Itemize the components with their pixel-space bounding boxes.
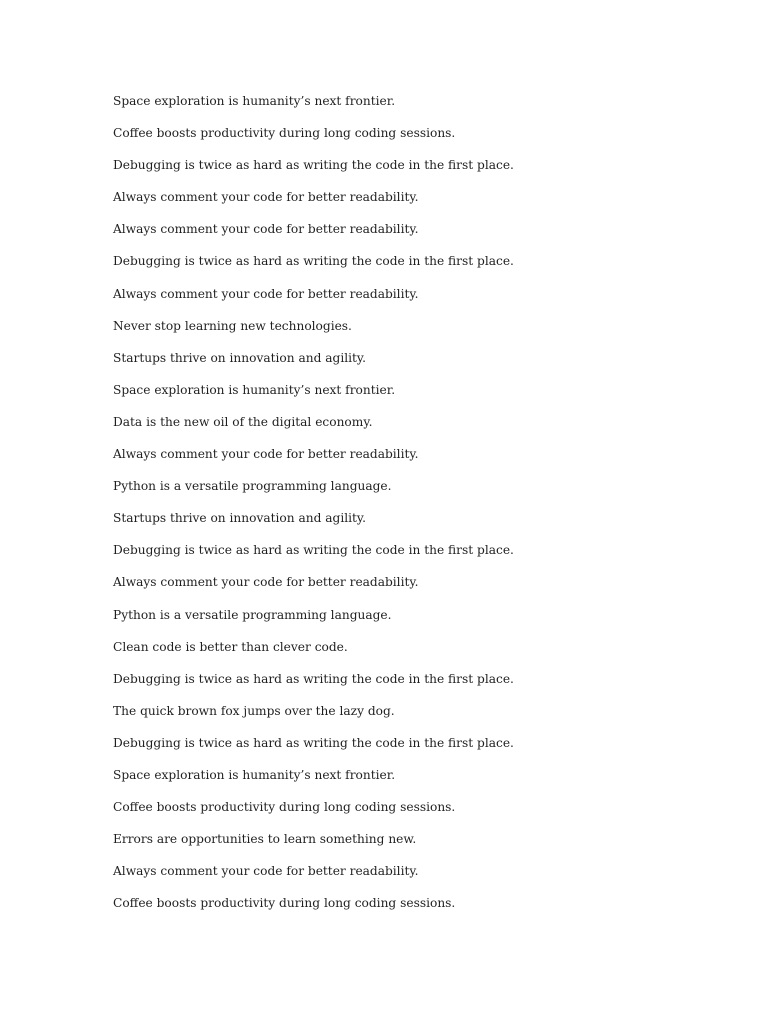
text-line: Always comment your code for better readability. <box>113 864 419 879</box>
text-line: Debugging is twice as hard as writing the code in the first place. <box>113 543 514 558</box>
text-line: The quick brown fox jumps over the lazy dog. <box>113 703 395 718</box>
text-line: Data is the new oil of the digital economy. <box>113 414 373 429</box>
text-line: Startups thrive on innovation and agility. <box>113 350 367 365</box>
text-line: Debugging is twice as hard as writing the code in the first place. <box>113 735 514 750</box>
text-line: Clean code is better than clever code. <box>113 639 348 654</box>
text-line: Python is a versatile programming language. <box>113 479 392 494</box>
text-line: Always comment your code for better readability. <box>113 190 419 205</box>
text-line: Space exploration is humanity’s next frontier. <box>113 94 396 108</box>
text-line: Always comment your code for better readability. <box>113 286 419 301</box>
text-line: Always comment your code for better readability. <box>113 447 419 462</box>
text-line: Always comment your code for better readability. <box>113 222 419 237</box>
text-line: Coffee boosts productivity during long coding sessions. <box>113 896 456 911</box>
text-line: Debugging is twice as hard as writing the code in the first place. <box>113 158 514 173</box>
text-line: Coffee boosts productivity during long coding sessions. <box>113 126 456 141</box>
text-line: Startups thrive on innovation and agility. <box>113 511 367 526</box>
text-line: Debugging is twice as hard as writing the code in the first place. <box>113 254 514 269</box>
text-lines <box>113 93 713 927</box>
text-line: Never stop learning new technologies. <box>113 318 352 333</box>
text-line: Python is a versatile programming language. <box>113 607 392 622</box>
text-line: Debugging is twice as hard as writing the code in the first place. <box>113 671 514 686</box>
text-line: Coffee boosts productivity during long coding sessions. <box>113 800 456 815</box>
text-line: Always comment your code for better readability. <box>113 575 419 590</box>
text-line: Space exploration is humanity’s next frontier. <box>113 382 396 397</box>
text-line: Errors are opportunities to learn something new. <box>113 832 417 847</box>
text-line: Space exploration is humanity’s next frontier. <box>113 767 396 782</box>
